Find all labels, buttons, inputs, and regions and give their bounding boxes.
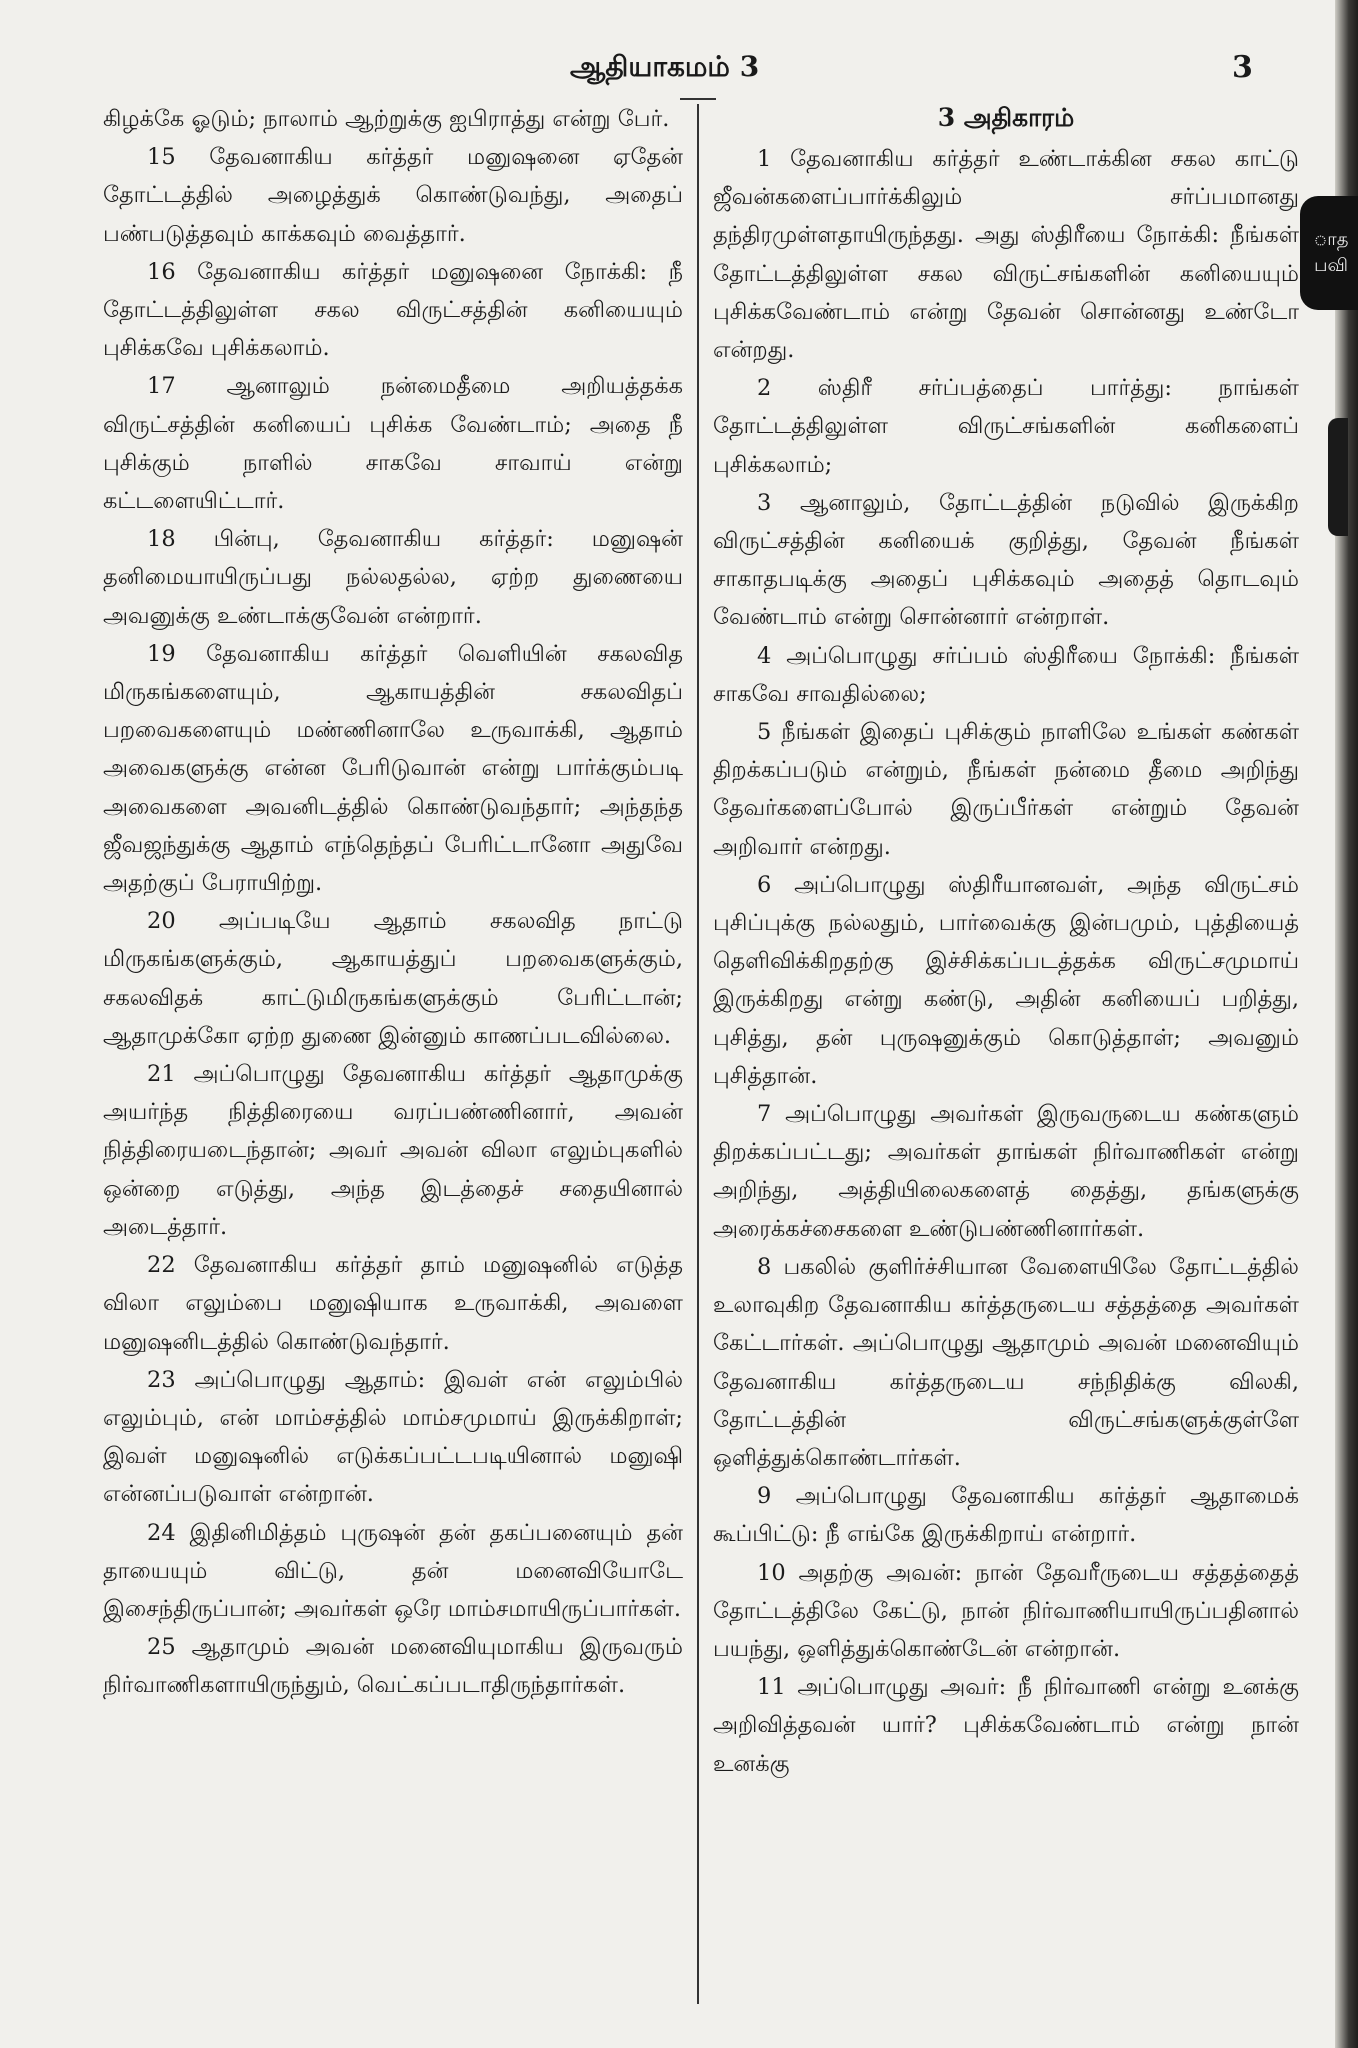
verse-text: ஆதாமும் அவன் மனைவியுமாகிய இருவரும் நிர்வாணிகளாயிருந்தும், வெட்கப்படாதிருந்தார்கள். [103,1634,683,1699]
thumb-tab-line-1: ாத [1313,229,1349,250]
verse-23 [103,1361,683,1514]
verse-text: கிழக்கே ஓடும்; நாலாம் ஆற்றுக்கு ஐபிராத்து என்று பேர். [103,106,670,132]
verse-3-2 [713,369,1299,484]
page-number: 3 [1232,50,1253,85]
right-column [713,100,1299,1783]
verse-16 [103,253,683,368]
column-divider-top [680,98,716,100]
verse-3-10 [713,1554,1299,1669]
verse-text: பகலில் குளிர்ச்சியான வேளையிலே தோட்டத்தில் உலாவுகிற தேவனாகிய கர்த்தருடைய சத்தத்தை அவர்கள் கேட்டார்கள். அப்பொழுது ஆதாமும் அவன் மனைவியும் தேவனாகிய கர்த்தருடைய சந்நிதிக்கு விலகி, தோட்டத்தின் விருட்சங்களுக்குள்ளே ஒளித்துக்கொண்டார்கள். [713,1253,1299,1471]
running-head: ஆதியாகமம் 3 [570,50,760,83]
verse-3-4 [713,637,1299,713]
verse-text: அப்பொழுது ஆதாம்: இவள் என் எலும்பில் எலும்பும், என் மாம்சத்தில் மாம்சமுமாய் இருக்கிறாள்; இவள் மனுஷனில் எடுக்கப்பட்டபடியினால் மனுஷி என்னப்படுவாள் என்றான். [103,1366,683,1508]
verse-number: 9 [757,1483,772,1510]
verse-3-9 [713,1477,1299,1553]
verse-text: தேவனாகிய கர்த்தர் உண்டாக்கின சகல காட்டு ஜீவன்களைப்பார்க்கிலும் சர்ப்பமானது தந்திரமுள்ளதாயிருந்தது. அது ஸ்திரீயை நோக்கி: நீங்கள் தோட்டத்திலுள்ள சகல விருட்சங்களின் கனியையும் புசிக்கவேண்டாம் என்று தேவன் சொன்னது உண்டோ என்றது. [713,146,1299,364]
verse-text: அப்பொழுது தேவனாகிய கர்த்தர் ஆதாமைக் கூப்பிட்டு: நீ எங்கே இருக்கிறாய் என்றார். [713,1483,1299,1548]
thumb-index-notch [1328,418,1348,536]
verse-text: பின்பு, தேவனாகிய கர்த்தர்: மனுஷன் தனிமையாயிருப்பது நல்லதல்ல, ஏற்ற துணையை அவனுக்கு உண்டாக்குவேன் என்றார். [103,526,683,629]
verse-number: 25 [147,1634,176,1661]
verse-number: 10 [757,1559,786,1586]
verse-3-3 [713,484,1299,637]
verse-3-1 [713,140,1299,369]
verse-text: அப்பொழுது அவர்: நீ நிர்வாணி என்று உனக்கு அறிவித்தவன் யார்? புசிக்கவேண்டாம் என்று நான் உனக்கு [713,1674,1300,1777]
verse-number: 8 [757,1253,772,1280]
verse-24 [103,1514,683,1629]
verse-number: 20 [147,908,176,935]
verse-number: 22 [147,1252,176,1279]
verse-number: 17 [147,373,176,400]
verse-19 [103,635,683,902]
verse-22 [103,1246,683,1361]
verse-number: 24 [147,1519,176,1546]
verse-text: இதினிமித்தம் புருஷன் தன் தகப்பனையும் தன் தாயையும் விட்டு, தன் மனைவியோடே இசைந்திருப்பான்; அவர்கள் ஒரே மாம்சமாயிருப்பார்கள். [103,1519,683,1622]
verse-text: அதற்கு அவன்: நான் தேவரீருடைய சத்தத்தைத் தோட்டத்திலே கேட்டு, நான் நிர்வாணியாயிருப்பதினால் பயந்து, ஒளித்துக்கொண்டேன் என்றான். [713,1559,1299,1662]
thumb-tab-line-2: பவி [1314,255,1348,276]
column-divider [697,104,699,2004]
verse-text: ஸ்திரீ சர்ப்பத்தைப் பார்த்து: நாங்கள் தோட்டத்திலுள்ள விருட்சங்களின் கனிகளைப் புசிக்கலாம்; [713,375,1299,478]
verse-text: அப்பொழுது அவர்கள் இருவருடைய கண்களும் திறக்கப்பட்டது; அவர்கள் தாங்கள் நிர்வாணிகள் என்று அறிந்து, அத்தியிலைகளைத் தைத்து, தங்களுக்கு அரைக்கச்சைகளை உண்டுபண்ணினார்கள். [713,1101,1299,1242]
verse-text: தேவனாகிய கர்த்தர் மனுஷனை ஏதேன் தோட்டத்தில் அழைத்துக் கொண்டுவந்து, அதைப் பண்படுத்தவும் காக்கவும் வைத்தார். [103,144,683,247]
verse-text: நீங்கள் இதைப் புசிக்கும் நாளிலே உங்கள் கண்கள் திறக்கப்படும் என்றும், நீங்கள் நன்மை தீமை அறிந்து தேவர்களைப்போல் இருப்பீர்கள் என்றும் தேவன் அறிவார் என்றது. [713,719,1299,860]
verse-number: 23 [147,1366,176,1393]
verse-number: 16 [147,258,176,285]
left-column [103,100,683,1705]
verse-text: ஆனாலும் நன்மைதீமை அறியத்தக்க விருட்சத்தின் கனியைப் புசிக்க வேண்டாம்; அதை நீ புசிக்கும் நாளில் சாகவே சாவாய் என்று கட்டளையிட்டார். [103,373,684,515]
verse-number: 3 [757,489,772,516]
verse-3-8 [713,1248,1299,1477]
thumb-index-tab[interactable] [1300,196,1358,310]
verse-text: அப்பொழுது ஸ்திரீயானவள், அந்த விருட்சம் புசிப்புக்கு நல்லதும், பார்வைக்கு இன்பமும், புத்தியைத் தெளிவிக்கிறதற்கு இச்சிக்கப்படத்தக்க விருட்சமுமாய் இருக்கிறது என்று கண்டு, அதின் கனியைப் பறித்து, புசித்து, தன் புருஷனுக்கும் கொடுத்தாள்; அவனும் புசித்தான். [713,871,1299,1089]
verse-3-11 [713,1668,1299,1783]
verse-text: தேவனாகிய கர்த்தர் தாம் மனுஷனில் எடுத்த விலா எலும்பை மனுஷியாக உருவாக்கி, அவளை மனுஷனிடத்தில் கொண்டுவந்தார். [103,1252,683,1355]
verse-text: அப்பொழுது சர்ப்பம் ஸ்திரீயை நோக்கி: நீங்கள் சாகவே சாவதில்லை; [713,642,1299,707]
verse-17 [103,367,683,520]
verse-number: 7 [757,1101,772,1128]
verse-3-7 [713,1095,1299,1248]
page-header [0,50,1335,94]
verse-number: 19 [147,640,176,667]
verse-15 [103,138,683,253]
verse-number: 11 [757,1674,786,1701]
verse-number: 6 [757,871,772,898]
verse-21 [103,1055,683,1246]
verse-20 [103,902,683,1055]
verse-3-6 [713,866,1299,1095]
verse-number: 1 [757,146,772,172]
verse-number: 21 [147,1061,176,1088]
verse-14-continued [103,100,683,138]
verse-number: 5 [757,719,772,746]
verse-number: 4 [757,642,772,669]
verse-number: 18 [147,526,176,553]
verse-text: அப்படியே ஆதாம் சகலவித நாட்டு மிருகங்களுக்கும், ஆகாயத்துப் பறவைகளுக்கும், சகலவிதக் காட்டுமிருகங்களுக்கும் பேரிட்டான்; ஆதாமுக்கோ ஏற்ற துணை இன்னும் காணப்படவில்லை. [103,908,683,1049]
verse-text: அப்பொழுது தேவனாகிய கர்த்தர் ஆதாமுக்கு அயர்ந்த நித்திரையை வரப்பண்ணினார், அவன் நித்திரையடைந்தான்; அவர் அவன் விலா எலும்புகளில் ஒன்றை எடுத்து, அந்த இடத்தைச் சதையினால் அடைத்தார். [103,1061,683,1240]
chapter-heading: 3 அதிகாரம் [937,103,1075,132]
verse-25 [103,1628,683,1704]
verse-text: ஆனாலும், தோட்டத்தின் நடுவில் இருக்கிற விருட்சத்தின் கனியைக் குறித்து, தேவன் நீங்கள் சாகாதபடிக்கு அதைப் புசிக்கவும் அதைத் தொடவும் வேண்டாம் என்று சொன்னார் என்றாள். [713,489,1299,631]
verse-number: 15 [147,144,176,171]
verse-number: 2 [757,375,772,402]
verse-18 [103,520,683,635]
verse-text: தேவனாகிய கர்த்தர் வெளியின் சகலவித மிருகங்களையும், ஆகாயத்தின் சகலவிதப் பறவைகளையும் மண்ணினாலே உருவாக்கி, ஆதாம் அவைகளுக்கு என்ன பேரிடுவான் என்று பார்க்கும்படி அவைகளை அவனிடத்தில் கொண்டுவந்தார்; அந்தந்த ஜீவஜந்துக்கு ஆதாம் எந்தெந்தப் பேரிட்டானோ அதுவே அதற்குப் பேராயிற்று. [103,640,683,897]
verse-text: தேவனாகிய கர்த்தர் மனுஷனை நோக்கி: நீ தோட்டத்திலுள்ள சகல விருட்சத்தின் கனியையும் புசிக்கவே புசிக்கலாம். [103,258,683,362]
verse-3-5 [713,713,1299,866]
